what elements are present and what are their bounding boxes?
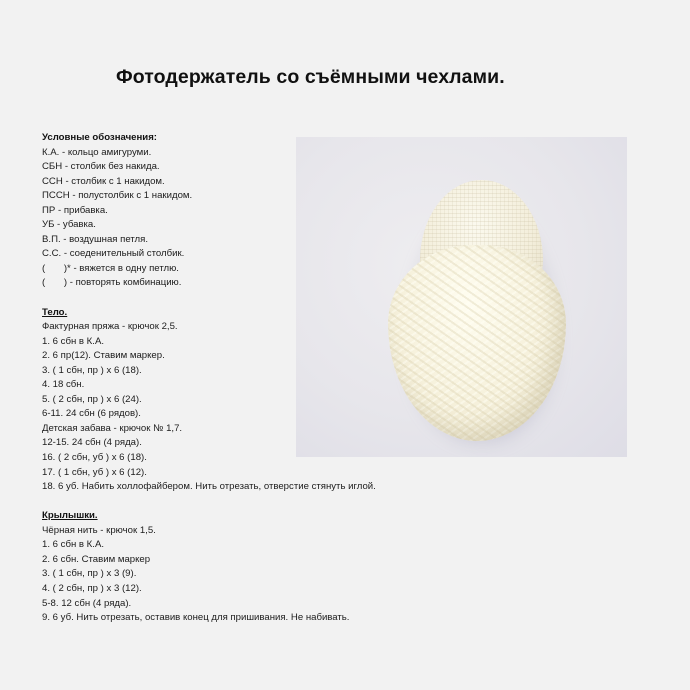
body-instruction: 1. 6 сбн в К.А. bbox=[42, 335, 105, 347]
spacer bbox=[42, 495, 442, 510]
body-section-heading: Тело. bbox=[42, 306, 68, 318]
legend-heading: Условные обозначения: bbox=[42, 132, 157, 143]
body-instruction: 5. ( 2 сбн, пр ) х 6 (24). bbox=[42, 393, 142, 405]
wings-instruction: 1. 6 сбн в К.А. bbox=[42, 539, 105, 551]
wings-instruction: 4. ( 2 сбн, пр ) х 3 (12). bbox=[42, 582, 142, 594]
legend-item: ПССН - полустолбик с 1 накидом. bbox=[42, 190, 193, 202]
wings-instruction: Чёрная нить - крючок 1,5. bbox=[42, 524, 156, 536]
legend-item: УБ - убавка. bbox=[42, 219, 96, 231]
egg-photo bbox=[296, 137, 627, 457]
wings-instruction: 5-8. 12 сбн (4 ряда). bbox=[42, 597, 132, 609]
wings-section-heading: Крылышки. bbox=[42, 510, 98, 522]
legend-item: ССН - столбик с 1 накидом. bbox=[42, 175, 165, 187]
body-instruction: 17. ( 1 сбн, уб ) х 6 (12). bbox=[42, 466, 147, 478]
body-instruction: Детская забава - крючок № 1,7. bbox=[42, 422, 183, 434]
body-instruction: 6-11. 24 сбн (6 рядов). bbox=[42, 408, 141, 420]
body-instruction: 2. 6 пр(12). Ставим маркер. bbox=[42, 350, 165, 362]
body-instruction: 3. ( 1 сбн, пр ) х 6 (18). bbox=[42, 364, 142, 376]
body-instruction: 16. ( 2 сбн, уб ) х 6 (18). bbox=[42, 452, 147, 464]
legend-item: ПР - прибавка. bbox=[42, 204, 108, 216]
legend-item: ( )* - вяжется в одну петлю. bbox=[42, 262, 179, 274]
page-title: Фотодержатель со съёмными чехлами. bbox=[116, 66, 505, 88]
legend-item: СБН - столбик без накида. bbox=[42, 161, 160, 173]
legend-item: В.П. - воздушная петля. bbox=[42, 233, 148, 245]
body-instruction: 4. 18 сбн. bbox=[42, 379, 85, 391]
body-instruction: 18. 6 уб. Набить холлофайбером. Нить отрезать, отверстие стянуть иглой. bbox=[42, 481, 376, 493]
wings-instruction: 3. ( 1 сбн, пр ) х 3 (9). bbox=[42, 568, 137, 580]
legend-item: ( ) - повторять комбинацию. bbox=[42, 277, 182, 289]
body-instruction: 12-15. 24 сбн (4 ряда). bbox=[42, 437, 142, 449]
wings-instruction: 2. 6 сбн. Ставим маркер bbox=[42, 553, 151, 565]
body-instruction: Фактурная пряжа - крючок 2,5. bbox=[42, 321, 178, 333]
legend-item: К.А. - кольцо амигуруми. bbox=[42, 146, 152, 158]
egg-fluffy-body bbox=[388, 245, 566, 441]
wings-instruction: 9. 6 уб. Нить отрезать, оставив конец для пришивания. Не набивать. bbox=[42, 612, 350, 624]
legend-item: С.С. - соеденительный столбик. bbox=[42, 248, 185, 260]
